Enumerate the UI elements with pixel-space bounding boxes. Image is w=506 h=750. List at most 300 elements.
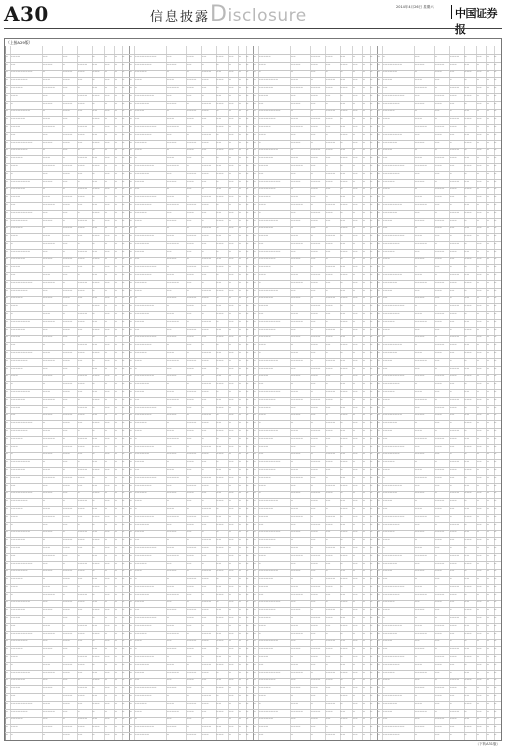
table-cell: ▬ [6,351,10,354]
table-cell: ▬ [494,460,500,463]
table-cell: ▬ [363,460,369,463]
table-cell: ▬▬ [187,250,201,253]
table-cell: ▬▬▬ [78,382,92,385]
table-cell: ▬ [78,148,92,151]
table-cell: ▬▬▬▬ [291,413,310,416]
table-cell: ▬ [353,398,362,401]
table-cell: ▬▬▬ [450,655,464,658]
table-cell: ▬ [464,710,475,713]
table-cell: ▬ [254,133,258,136]
table-cell: ▬▬ [78,78,92,81]
table-cell: ▬ [239,413,245,416]
table-cell: ▬▬▬▬ [167,257,186,260]
table-cell: ▬ [63,156,77,159]
table-cell: ▬ [6,203,10,206]
table-cell: ▬▬ [202,554,216,557]
table-cell: ▬▬▬▬▬▬ [383,70,414,73]
table-cell: ▬▬▬ [216,359,227,362]
table-cell: ▬ [363,600,369,603]
table-cell: ▬ [378,117,382,120]
table-cell: ▬ [122,398,128,401]
table-cell: ▬▬▬▬ [202,507,216,510]
table-cell: ▬ [435,117,449,120]
table-cell: ▬▬▬ [78,226,92,229]
table-cell: ▬▬▬ [216,499,227,502]
table-cell: ▬▬▬▬▬ [291,125,310,128]
table-cell: ▬▬▬ [167,234,186,237]
table-cell: ▬▬▬▬ [326,639,340,642]
table-cell: ▬ [130,125,134,128]
table-cell: ▬ [6,172,10,175]
table-cell: ▬ [353,678,362,681]
table-cell: ▬▬▬▬ [167,335,186,338]
table-cell: ▬▬ [353,250,362,253]
table-cell: ▬ [435,304,449,307]
table-cell: ▬ [487,335,493,338]
table-cell: ▬▬▬ [435,507,449,510]
table-cell: ▬ [370,406,376,409]
table-cell: ▬▬ [105,219,114,222]
table-cell: ▬ [246,725,252,728]
table-cell: ▬▬▬ [92,702,103,705]
table-cell: ▬ [494,94,500,97]
table-cell: ▬ [378,343,382,346]
table-cell: ▬ [353,226,362,229]
table-cell: ▬▬ [43,639,62,642]
table-cell: ▬▬▬ [464,141,475,144]
table-cell: ▬▬▬▬▬ [415,554,434,557]
table-cell: ▬▬ [229,55,238,58]
table-cell: ▬ [353,273,362,276]
table-cell: ▬▬ [216,374,227,377]
table-cell: ▬ [115,226,121,229]
table-cell: ▬ [370,242,376,245]
table-cell: ▬▬▬ [63,172,77,175]
table-cell: ▬▬ [477,678,486,681]
table-cell: ▬▬ [105,452,114,455]
table-cell: ▬ [239,257,245,260]
table-cell: ▬▬▬▬▬▬▬▬ [135,585,166,588]
table-cell: ▬ [311,608,325,611]
table-cell: ▬▬▬ [311,219,325,222]
table-cell: ▬ [246,250,252,253]
table-cell: ▬ [487,265,493,268]
table-cell: ▬ [494,180,500,183]
table-cell: ▬▬▬▬ [450,429,464,432]
table-cell: ▬ [122,234,128,237]
table-cell: ▬ [464,569,475,572]
table-cell: ▬▬ [340,406,351,409]
table-cell: ▬▬ [477,117,486,120]
table-cell: ▬ [43,421,62,424]
table-cell: ▬▬▬▬▬▬▬ [11,569,42,572]
table-cell: ▬▬▬ [259,694,290,697]
table-cell: ▬▬ [353,406,362,409]
table-cell: ▬ [246,226,252,229]
table-cell: ▬ [254,117,258,120]
table-cell: ▬▬▬▬ [187,639,201,642]
table-cell: ▬▬▬▬▬ [43,515,62,518]
table-cell: ▬▬▬▬ [326,265,340,268]
table-cell: ▬ [239,367,245,370]
table-cell: ▬ [370,351,376,354]
table-cell: ▬ [130,320,134,323]
table-cell: ▬▬▬ [464,655,475,658]
table-cell: ▬ [6,484,10,487]
table-cell: ▬ [239,624,245,627]
table-cell: ▬▬▬▬▬ [135,632,166,635]
table-cell: ▬▬ [477,569,486,572]
table-cell: ▬ [11,102,42,105]
table-cell: ▬ [202,125,216,128]
table-cell: ▬ [494,320,500,323]
table-cell: ▬ [487,351,493,354]
table-cell: ▬▬▬▬ [43,141,62,144]
table-cell: ▬ [477,468,486,471]
table-cell: ▬ [115,359,121,362]
table-cell: ▬ [6,678,10,681]
table-cell: ▬ [487,320,493,323]
table-cell: ▬▬▬▬ [43,374,62,377]
table-cell: ▬▬▬▬ [450,585,464,588]
table-cell: ▬ [6,437,10,440]
table-cell: ▬ [246,86,252,89]
table-cell: ▬ [383,265,414,268]
table-cell: ▬▬ [353,359,362,362]
table-cell: ▬▬ [11,273,42,276]
table-cell: ▬ [254,484,258,487]
table-cell: ▬ [246,148,252,151]
table-cell: ▬▬▬ [435,195,449,198]
table-cell: ▬ [363,273,369,276]
table-cell: ▬▬ [135,187,166,190]
table-cell: ▬▬▬ [311,593,325,596]
table-cell: ▬▬▬ [415,234,434,237]
table-cell: ▬▬ [340,523,351,526]
table-cell: ▬▬▬ [340,343,351,346]
table-cell: ▬▬▬ [187,616,201,619]
table-cell: ▬ [363,281,369,284]
table-cell: ▬▬ [135,678,166,681]
table-cell: ▬ [363,343,369,346]
table-cell: ▬▬▬▬ [450,491,464,494]
table-cell: ▬ [487,484,493,487]
table-cell: ▬▬▬▬ [259,445,290,448]
table-cell: ▬ [43,226,62,229]
table-cell: ▬ [311,671,325,674]
table-cell: ▬▬ [415,445,434,448]
table-cell: ▬ [239,382,245,385]
table-cell: ▬ [239,593,245,596]
table-cell: ▬ [43,109,62,112]
table-cell: ▬▬ [326,125,340,128]
table-cell: ▬▬▬▬ [78,562,92,565]
table-cell: ▬▬ [229,382,238,385]
table-cell: ▬ [370,374,376,377]
table-cell: ▬ [130,94,134,97]
table-cell: ▬▬ [353,671,362,674]
table-cell: ▬ [187,289,201,292]
table-cell: ▬ [353,632,362,635]
table-cell: ▬▬▬▬ [450,367,464,370]
table-cell: ▬ [370,694,376,697]
table-cell: ▬ [363,445,369,448]
table-cell: ▬▬ [340,102,351,105]
table-cell: ▬▬▬▬▬▬▬▬ [383,63,414,66]
table-cell: ▬▬▬▬▬▬▬ [135,133,166,136]
table-cell: ▬▬▬▬▬▬▬▬ [383,624,414,627]
table-cell: ▬ [239,70,245,73]
table-cell: ▬ [450,608,464,611]
table-cell: ▬▬ [187,593,201,596]
table-cell: ▬ [477,187,486,190]
table-cell: ▬▬▬ [340,203,351,206]
table-cell: ▬▬▬ [167,195,186,198]
table-cell: ▬ [105,710,114,713]
table-cell: ▬▬ [78,265,92,268]
table-cell: ▬▬▬ [43,702,62,705]
table-cell: ▬ [494,733,500,736]
table-cell: ▬ [477,203,486,206]
table-cell: ▬▬ [105,717,114,720]
table-cell: ▬▬ [43,367,62,370]
table-cell: ▬▬ [105,733,114,736]
table-cell: ▬ [311,234,325,237]
table-cell: ▬ [229,250,238,253]
table-cell: ▬ [378,148,382,151]
table-cell: ▬ [370,398,376,401]
table-cell: ▬▬ [63,211,77,214]
table-cell: ▬▬▬ [464,608,475,611]
table-cell: ▬ [246,694,252,697]
table-cell: ▬▬▬ [167,702,186,705]
table-cell: ▬▬▬▬ [415,374,434,377]
table-cell: ▬▬ [92,624,103,627]
table-cell: ▬▬▬ [135,639,166,642]
table-cell: ▬ [464,616,475,619]
table-cell: ▬ [130,600,134,603]
table-cell: ▬ [239,515,245,518]
table-cell: ▬▬▬▬▬ [291,515,310,518]
table-cell: ▬▬▬ [415,468,434,471]
table-cell: ▬▬▬ [311,686,325,689]
table-cell: ▬ [115,562,121,565]
table-cell: ▬ [187,663,201,666]
table-cell: ▬▬▬▬ [415,296,434,299]
table-cell: ▬ [130,281,134,284]
table-cell: ▬▬▬ [340,367,351,370]
table-cell: ▬ [494,585,500,588]
table-cell: ▬ [130,507,134,510]
table-cell: ▬ [122,468,128,471]
table-cell: ▬▬▬▬▬▬ [383,141,414,144]
table-cell: ▬▬▬▬▬ [415,125,434,128]
table-cell: ▬▬▬▬ [135,390,166,393]
table-cell: ▬▬▬ [383,257,414,260]
table-cell: ▬▬▬▬ [202,133,216,136]
table-cell: ▬▬▬▬ [187,671,201,674]
table-cell: ▬ [415,694,434,697]
table-cell: ▬ [115,390,121,393]
table-cell: ▬ [378,507,382,510]
table-cell: ▬▬▬▬ [415,686,434,689]
table-cell: ▬ [353,694,362,697]
table-cell: ▬ [464,335,475,338]
table-cell: ▬ [363,148,369,151]
table-cell: ▬▬ [216,304,227,307]
table-cell: ▬ [6,367,10,370]
table-cell: ▬▬▬▬ [187,172,201,175]
table-cell: ▬ [370,219,376,222]
table-cell: ▬ [92,593,103,596]
table-cell: ▬▬▬▬ [383,359,414,362]
table-cell: ▬ [239,86,245,89]
table-cell: ▬▬▬ [187,273,201,276]
table-cell: ▬▬▬▬▬ [415,242,434,245]
table-cell: ▬ [105,335,114,338]
table-cell: ▬ [370,460,376,463]
table-cell: ▬▬▬ [291,117,310,120]
table-cell: ▬ [216,671,227,674]
table-cell: ▬▬ [105,624,114,627]
table-cell: ▬▬ [202,86,216,89]
table-cell: ▬ [259,702,290,705]
table-cell: ▬ [363,593,369,596]
table-cell: ▬ [229,562,238,565]
table-cell: ▬▬ [464,133,475,136]
table-cell: ▬▬▬▬ [135,460,166,463]
table-cell: ▬ [254,523,258,526]
table-cell: ▬▬▬▬ [63,195,77,198]
table-cell: ▬▬ [229,600,238,603]
table-cell: ▬▬▬▬▬▬▬▬ [11,250,42,253]
table-cell: ▬▬▬ [383,398,414,401]
table-cell: ▬▬▬▬ [202,413,216,416]
table-cell: ▬ [487,725,493,728]
table-cell: ▬ [254,452,258,455]
table-cell: ▬ [6,289,10,292]
table-cell: ▬▬▬▬ [43,530,62,533]
table-cell: ▬▬▬▬ [78,156,92,159]
table-cell: ▬ [246,219,252,222]
table-cell: ▬▬ [477,538,486,541]
table-cell: ▬ [435,398,449,401]
table-cell: ▬▬▬▬▬▬ [383,281,414,284]
table-cell: ▬ [202,63,216,66]
table-cell: ▬▬▬▬▬ [167,281,186,284]
table-cell: ▬ [435,273,449,276]
table-cell: ▬▬ [311,632,325,635]
table-cell: ▬▬▬▬ [311,304,325,307]
table-cell: ▬ [11,172,42,175]
table-cell: ▬ [378,593,382,596]
table-cell: ▬▬▬▬ [11,406,42,409]
table-cell: ▬ [78,117,92,120]
table-cell: ▬▬ [311,663,325,666]
table-cell: ▬ [229,452,238,455]
table-cell: ▬▬▬ [92,562,103,565]
table-cell: ▬ [130,554,134,557]
table-cell: ▬ [246,382,252,385]
table-cell: ▬▬ [216,445,227,448]
table-cell: ▬▬ [216,187,227,190]
table-cell: ▬ [363,491,369,494]
table-cell: ▬▬ [340,499,351,502]
table-cell: ▬ [254,468,258,471]
table-cell: ▬▬▬▬▬ [415,86,434,89]
table-cell: ▬ [216,133,227,136]
table-cell: ▬ [487,367,493,370]
table-cell: ▬ [130,257,134,260]
table-cell: ▬▬▬▬ [78,125,92,128]
table-cell: ▬ [477,359,486,362]
table-cell: ▬▬▬▬ [63,694,77,697]
table-cell: ▬▬ [435,515,449,518]
table-cell: ▬ [130,180,134,183]
table-cell: ▬ [105,429,114,432]
table-cell: ▬ [450,141,464,144]
table-cell: ▬ [202,717,216,720]
table-cell: ▬▬▬▬▬▬▬ [383,242,414,245]
table-cell: ▬ [229,219,238,222]
table-cell: ▬▬▬▬▬▬ [383,632,414,635]
table-cell: ▬ [43,655,62,658]
table-cell: ▬ [487,468,493,471]
table-cell: ▬ [378,445,382,448]
table-cell: ▬▬▬ [291,195,310,198]
table-cell: ▬▬ [229,663,238,666]
table-cell: ▬ [487,148,493,151]
table-cell: ▬ [246,476,252,479]
table-cell: ▬ [254,600,258,603]
table-cell: ▬▬▬▬ [450,304,464,307]
table-cell: ▬ [254,351,258,354]
table-cell: ▬▬▬ [464,538,475,541]
table-cell: ▬ [363,429,369,432]
table-cell: ▬▬ [167,523,186,526]
table-cell: ▬▬▬▬ [326,671,340,674]
table-cell: ▬▬ [135,608,166,611]
table-cell: ▬ [122,226,128,229]
table-cell: ▬ [477,530,486,533]
table-cell: ▬ [494,437,500,440]
table-cell: ▬ [229,608,238,611]
table-cell: ▬▬ [92,343,103,346]
table-cell: ▬▬ [353,733,362,736]
table-cell: ▬ [254,312,258,315]
table-cell: ▬ [378,421,382,424]
table-cell: ▬▬▬▬ [187,702,201,705]
table-cell: ▬ [130,421,134,424]
table-cell: ▬▬▬▬▬▬▬▬ [259,639,290,642]
table-cell: ▬ [370,593,376,596]
table-cell: ▬ [464,125,475,128]
table-cell: ▬ [239,343,245,346]
table-cell: ▬▬▬ [43,351,62,354]
table-cell: ▬▬ [43,523,62,526]
table-cell: ▬ [92,265,103,268]
table-cell: ▬▬ [105,390,114,393]
table-cell: ▬ [216,180,227,183]
table-cell: ▬ [487,296,493,299]
table-cell: ▬ [246,678,252,681]
table-cell: ▬▬▬ [167,585,186,588]
table-cell: ▬▬▬▬ [326,421,340,424]
table-cell: ▬ [494,530,500,533]
table-cell: ▬▬▬▬ [167,141,186,144]
table-cell: ▬ [229,281,238,284]
table-cell: ▬ [63,655,77,658]
